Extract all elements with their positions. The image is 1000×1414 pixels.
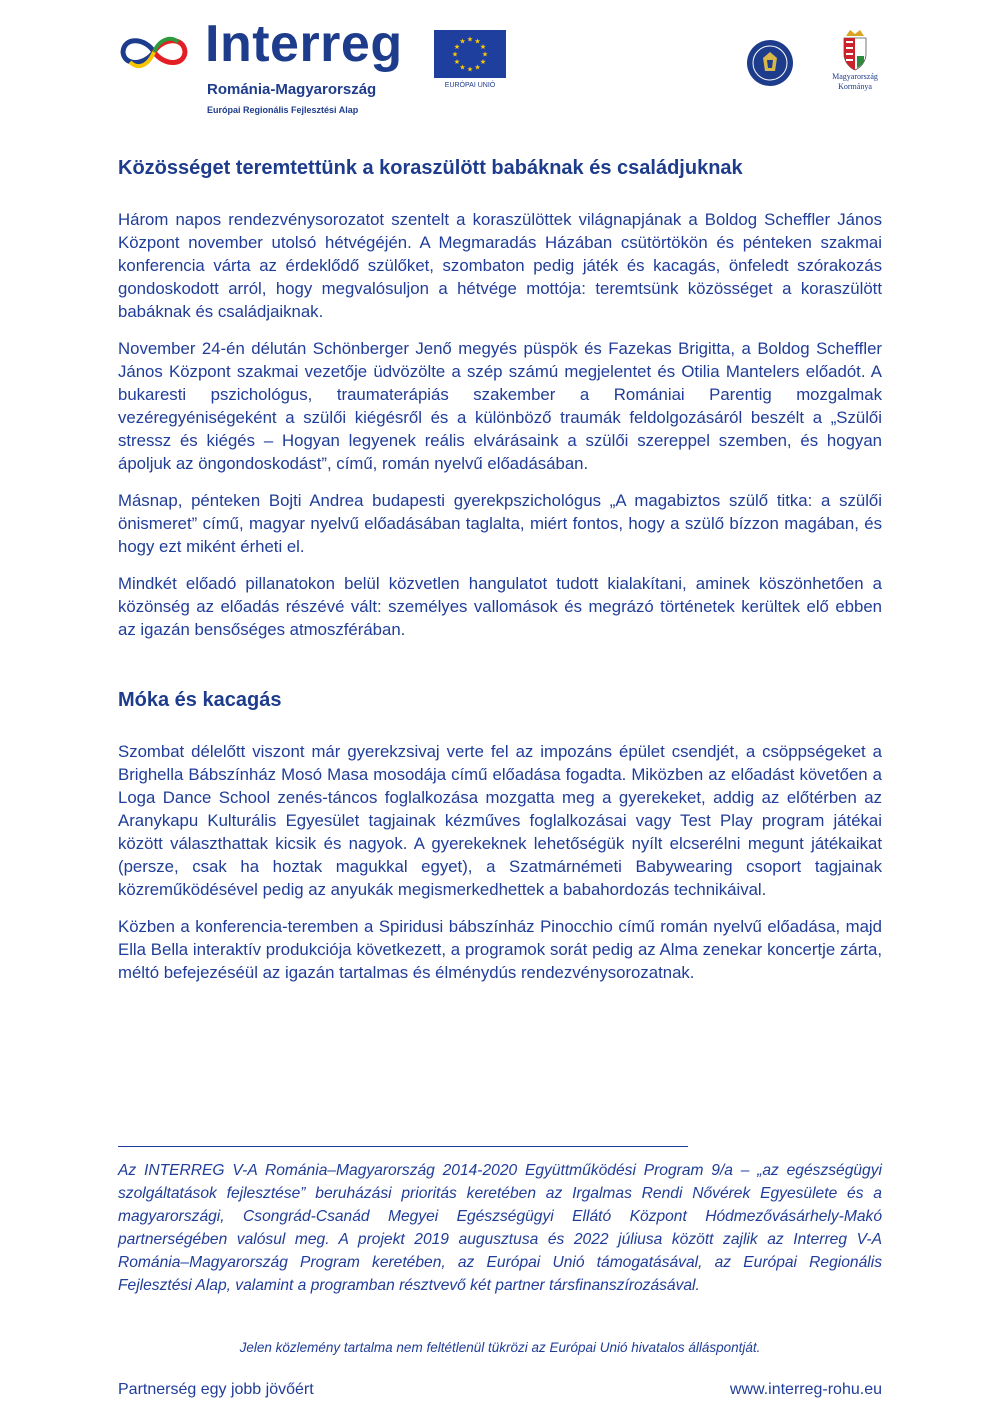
hungary-government-label <box>820 72 890 92</box>
eu-star-icon: ★ <box>479 44 487 51</box>
interreg-wordmark: Interreg <box>205 15 403 73</box>
fund-name: Európai Regionális Fejlesztési Alap <box>207 105 359 115</box>
interreg-logo-icon <box>118 32 190 72</box>
eu-star-icon: ★ <box>466 66 474 74</box>
eu-star-icon: ★ <box>479 59 487 66</box>
article-paragraph: Közben a konferencia-teremben a Spiridusi bábszínház Pinocchio című román nyelvű előadása, majd Ella Bella interaktív produkciója következett, a programok sorát pedig az Alma zenekar koncertje zárta, méltó befejezéséül az igazán tartalmas és élménydús rendezvénysorozatnak. <box>118 917 882 982</box>
eu-star-icon: ★ <box>459 38 466 46</box>
program-name: Románia-Magyarország <box>207 81 377 98</box>
romania-government-seal-icon <box>745 38 795 88</box>
eu-star-icon: ★ <box>474 64 481 72</box>
eu-star-icon: ★ <box>481 51 489 59</box>
eu-star-icon: ★ <box>451 51 459 59</box>
eu-star-icon: ★ <box>453 44 461 51</box>
article-paragraph: Három napos rendezvénysorozatot szentelt a koraszülöttek világnapjának a Boldog Scheffler János Központ november utolsó hétvégéjén. A Megmaradás Házában csütörtökön és pénteken szakmai konferencia várta az érdeklődő szülőket, szombaton pedig játék és kacagás, önfeledt szórakozás gondoskodott arról, hogy megvalósuljon a hétvége mottója: teremtsünk közösséget a koraszülött babáknak és családjaiknak. <box>118 210 882 321</box>
article-paragraph: Szombat délelőtt viszont már gyerekzsivaj verte fel az impozáns épület csendjét, a csöppségeket a Brighella Bábszínház Mosó Masa mosodája című előadása fogadta. Miközben az előadást követően a Loga Dance School zenés-táncos foglalkozása mozgatta meg a gyerekeket, addig az előtérben az Aranykapu Kulturális Egyesület tagjainak kézműves foglalkozásai vagy Test Play program játékai között választhattak kicsik és nagyok. A gyerekeknek lehetőségük nyílt elcserélni megunt játékaikat (persze, csak ha hoztak magukkal egyet), a Szatmárnémeti Babywearing csoport tagjainak közreműködésével pedig az anyukák megismerkedhettek a babahordozás technikáival. <box>118 742 882 899</box>
page-header <box>0 0 1000 140</box>
hungary-label-line1: Magyarország <box>832 72 878 81</box>
article-paragraph: Másnap, pénteken Bojti Andrea budapesti gyerekpszichológus „A magabiztos szülő titka: a szülői önismeret” című, magyar nyelvű előadásában taglalta, miért fontos, hogy a szülő bízzon magában, és hogy ezt miként érheti el. <box>118 491 882 556</box>
footer-website-link[interactable]: www.interreg-rohu.eu <box>729 1381 882 1398</box>
footnote-divider <box>118 1146 688 1147</box>
eu-disclaimer: Jelen közlemény tartalma nem feltétlenül tükrözi az Európai Unió hivatalos álláspontját. <box>239 1340 761 1355</box>
section-heading: Móka és kacagás <box>118 689 282 711</box>
article-paragraph: Mindkét előadó pillanatokon belül közvetlen hangulatot tudott kialakítani, aminek köszönhetően a közönség az előadás részévé vált: személyes vallomások és megrázó történetek kerültek elő ebben az igazán bensőséges atmoszférában. <box>118 574 882 639</box>
eu-star-icon: ★ <box>474 38 481 46</box>
article-body <box>118 155 882 984</box>
eu-star-icon: ★ <box>459 64 466 72</box>
footer-tagline: Partnerség egy jobb jövőért <box>118 1381 314 1398</box>
eu-star-icon: ★ <box>453 59 461 66</box>
eu-flag-icon <box>434 30 506 78</box>
funding-footnote: Az INTERREG V-A Románia–Magyarország 2014-2020 Együttműködési Program 9/a – „az egészségügyi szolgáltatások fejlesztése” beruházási prioritás keretében az Irgalmas Rendi Nővérek Egyesülete és a magyarországi, Csongrád-Csanád Megyei Egészségügyi Ellátó Központ Hódmezővásárhely-Makó partnerségében valósul meg. A projekt 2019 augusztusa és 2022 júliusa között zajlik az Interreg V-A Románia–Magyarország Program keretében, az Európai Unió támogatásával, az Európai Regionális Fejlesztési Alap, valamint a programban résztvevő két partner társfinanszírozásával. <box>118 1162 882 1294</box>
hungary-label-line2: Kormánya <box>838 82 872 91</box>
article-title: Közösséget teremtettünk a koraszülött babáknak és családjuknak <box>118 157 743 179</box>
eu-label: EURÓPAI UNIÓ <box>444 82 496 89</box>
eu-star-icon: ★ <box>466 36 474 44</box>
article-paragraph: November 24-én délután Schönberger Jenő megyés püspök és Fazekas Brigitta, a Boldog Scheffler János Központ szakmai vezetője üdvözölte a szép számú megjelentet és Otilia Mantelers előadót. A bukaresti pszichológus, traumaterápiás szakember a Romániai Parentig mozgalmak vezéregyéniségeként a szülői kiégésről és a különböző traumák feldolgozásáról beszélt a „Szülői stressz és kiégés – Hogyan legyenek reális elvárásaink a szülői szereppel szemben, és hogyan ápoljuk az öngondoskodást”, című, román nyelvű előadásában. <box>118 339 882 473</box>
hungary-coat-of-arms-icon <box>840 28 870 72</box>
